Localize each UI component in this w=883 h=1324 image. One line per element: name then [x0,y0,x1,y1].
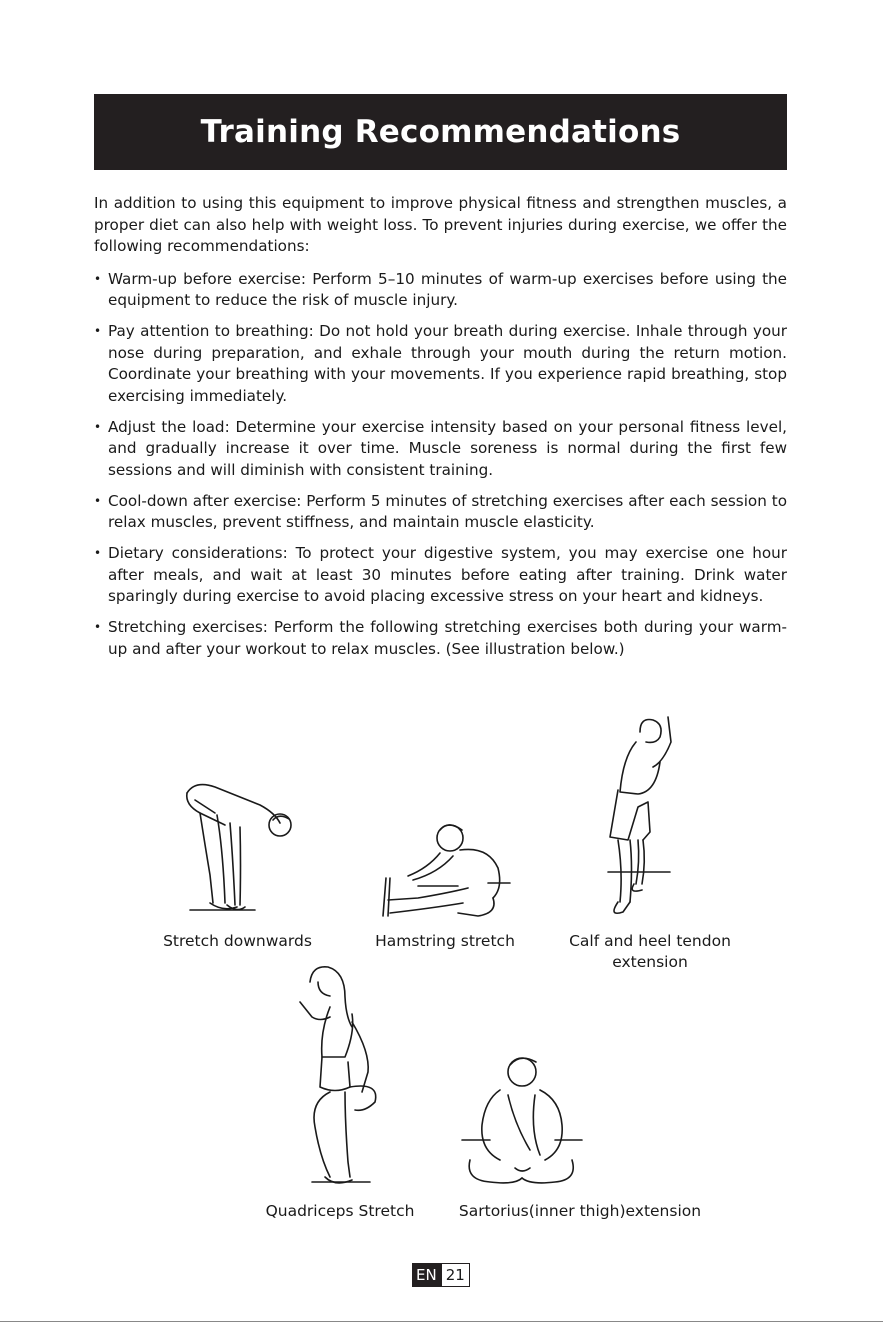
page-title: Training Recommendations [200,114,681,150]
list-item-breathing: • Pay attention to breathing: Do not hold your breath during exercise. Inhale through your nose during preparation, and exhale through your mouth during the return motion. Coordinate your breathing with your movements. If you experience rapid breathing, stop exercising immediately. [94,321,787,407]
page-number-badge [412,1263,470,1287]
caption-stretch-downwards: Stretch downwards [163,932,312,950]
quadriceps-stretch-illustration [290,962,400,1194]
title-banner [94,94,787,170]
language-code: EN [412,1263,441,1287]
page-number: 21 [441,1263,470,1287]
calf-stretch-illustration [598,712,673,922]
list-item-load: • Adjust the load: Determine your exercise intensity based on your personal fitness level, and gradually increase it over time. Muscle soreness is normal during the first few sessions and will diminish with consistent training. [94,417,787,482]
caption-hamstring-stretch: Hamstring stretch [375,932,515,950]
stretch-downwards-illustration [175,775,305,925]
caption-sartorius-extension: Sartorius(inner thigh)extension [458,1202,702,1220]
list-item-warmup: • Warm-up before exercise: Perform 5–10 minutes of warm-up exercises before using the equipment to reduce the risk of muscle injury. [94,269,787,312]
recommendation-list [94,269,787,661]
sartorius-stretch-illustration [460,1050,585,1190]
caption-quadriceps-stretch: Quadriceps Stretch [265,1202,415,1220]
body-text [94,193,787,670]
caption-calf-heel-extension: Calf and heel tendon extension [569,932,731,971]
list-item-cooldown: • Cool-down after exercise: Perform 5 minutes of stretching exercises after each session to relax muscles, prevent stiffness, and maintain muscle elasticity. [94,491,787,534]
list-item-diet: • Dietary considerations: To protect your digestive system, you may exercise one hour after meals, and wait at least 30 minutes before eating after training. Drink water sparingly during exercise to avoid placing excessive stress on your heart and kidneys. [94,543,787,608]
page-edge-line [0,1321,883,1322]
intro-paragraph: In addition to using this equipment to improve physical fitness and strengthen muscles, a proper diet can also help with weight loss. To prevent injuries during exercise, we offer the following recommendations: [94,194,787,255]
list-item-stretching: • Stretching exercises: Perform the following stretching exercises both during your warm-up and after your workout to relax muscles. (See illustration below.) [94,617,787,660]
hamstring-stretch-illustration [378,818,513,923]
